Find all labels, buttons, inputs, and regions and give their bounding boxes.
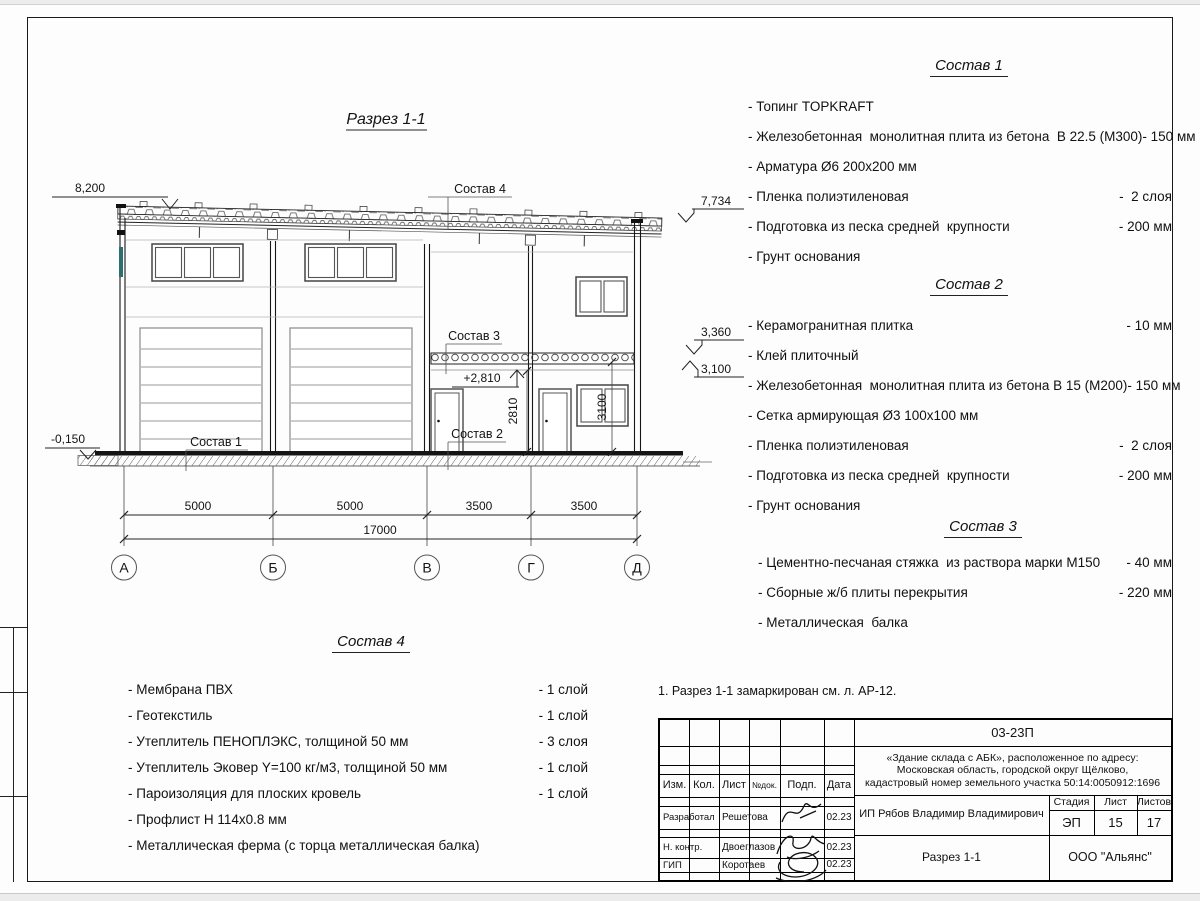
- tb-project-line3: кадастровый номер земельного участка 50:14:0050912:1696: [865, 777, 1160, 790]
- tb-stage-value: ЭП: [1049, 810, 1094, 835]
- sostav4-block: [128, 633, 588, 858]
- tb-sheets-value: 17: [1137, 810, 1171, 835]
- downpipe: [119, 247, 123, 277]
- layer-name: - Железобетонная монолитная плита из бетона В 15 (М200): [748, 378, 1127, 393]
- drawing-note: 1. Разрез 1-1 замаркирован см. л. АР-12.: [658, 684, 896, 698]
- callout-sostav3: [446, 329, 502, 374]
- layer-qty: - 150 мм: [1127, 378, 1180, 393]
- svg-text:Состав 1: Состав 1: [190, 435, 242, 449]
- layer-qty: - 200 мм: [1119, 468, 1172, 483]
- layer-name: - Пароизоляция для плоских кровель: [128, 786, 361, 801]
- layer-name: - Сетка армирующая Ø3 100х100 мм: [748, 408, 978, 423]
- svg-text:3100: 3100: [595, 393, 609, 420]
- svg-text:17000: 17000: [363, 523, 397, 537]
- elevation-slab-top: [686, 325, 744, 354]
- sectional-gate-1: [140, 328, 262, 452]
- layer-qty: - 3 слоя: [539, 734, 588, 749]
- elevation-roof-right: [678, 194, 744, 222]
- svg-text:2810: 2810: [506, 397, 520, 424]
- layer-name: - Цементно-песчаная стяжка из раствора марки М150: [758, 555, 1100, 570]
- left-strip-line-2: [0, 692, 27, 693]
- tb-name-developer: Решетова: [722, 806, 779, 829]
- svg-text:3,360: 3,360: [701, 325, 731, 339]
- layer-qty: - 2 слоя: [1119, 189, 1172, 204]
- layer-name: - Пленка полиэтиленовая: [748, 189, 909, 204]
- svg-text:-0,150: -0,150: [51, 432, 85, 446]
- layer-name: - Арматура Ø6 200х200 мм: [748, 159, 917, 174]
- svg-text:Состав 2: Состав 2: [451, 427, 503, 441]
- sostav2-title: Состав 2: [766, 276, 1172, 293]
- tb-project-line2: Московская область, городской округ Щёлково,: [897, 764, 1129, 777]
- tb-col-izm: Изм.: [660, 774, 689, 797]
- layer-item: [748, 490, 1172, 520]
- svg-text:7,734: 7,734: [701, 194, 731, 208]
- svg-text:В: В: [422, 560, 431, 576]
- signature-developer: [778, 796, 824, 830]
- tb-date-ncontrol: 02.23: [824, 837, 854, 858]
- left-strip-line-1: [0, 627, 27, 628]
- svg-text:Б: Б: [268, 560, 277, 576]
- elevation-ceiling: [452, 370, 524, 387]
- layer-name: - Утеплитель ПЕНОПЛЭКС, толщиной 50 мм: [128, 734, 408, 749]
- tb-role-ncontrol: Н. контр.: [663, 837, 720, 858]
- tb-name-gip: Коротаев: [722, 858, 779, 872]
- tb-line: [660, 797, 854, 798]
- svg-text:3,100: 3,100: [701, 362, 731, 376]
- tb-col-doc: №док.: [749, 774, 780, 797]
- layer-item: [748, 430, 1172, 460]
- sostav1-title: Состав 1: [766, 57, 1172, 74]
- layer-item: [128, 806, 588, 832]
- tb-company: ООО "Альянс": [1049, 835, 1171, 880]
- layer-qty: - 150 мм: [1142, 129, 1195, 144]
- elevation-roof-left: [52, 181, 178, 209]
- layer-item: [748, 151, 1172, 181]
- svg-text:5000: 5000: [337, 499, 364, 513]
- signature-gip: [772, 844, 830, 882]
- layer-name: - Керамогранитная плитка: [748, 318, 913, 333]
- layer-item: [748, 460, 1172, 490]
- svg-text:Г: Г: [527, 560, 535, 576]
- tb-sheet-label: Лист: [1094, 795, 1137, 810]
- layer-item: [748, 91, 1172, 121]
- layer-qty: - 200 мм: [1119, 219, 1172, 234]
- tb-date-gip: 02.23: [824, 858, 854, 872]
- layer-item: [128, 728, 588, 754]
- layer-qty: - 2 слоя: [1119, 438, 1172, 453]
- tb-line: [660, 746, 854, 747]
- tb-col-data: Дата: [824, 774, 854, 797]
- warehouse-window-1: [152, 244, 243, 281]
- svg-text:Д: Д: [632, 560, 642, 576]
- dimension-lines: [120, 466, 641, 546]
- sostav2-items: [748, 310, 1172, 520]
- layer-name: - Подготовка из песка средней крупности: [748, 219, 1010, 234]
- sostav2-block: [748, 276, 1172, 520]
- layer-qty: - 1 слой: [539, 682, 588, 697]
- left-strip-divider: [13, 627, 14, 882]
- title-block: [658, 718, 1173, 882]
- layer-name: - Грунт основания: [748, 249, 860, 264]
- elevation-slab-bottom: [682, 361, 744, 377]
- sostav3-items: [748, 547, 1172, 637]
- svg-text:3500: 3500: [466, 499, 493, 513]
- layer-item: [748, 181, 1172, 211]
- tb-col-list: Лист: [719, 774, 749, 797]
- layer-qty: - 1 слой: [539, 760, 588, 775]
- layer-item: [748, 577, 1172, 607]
- layer-qty: - 1 слой: [539, 786, 588, 801]
- layer-name: - Металлическая балка: [758, 615, 908, 630]
- layer-qty: - 220 мм: [1119, 585, 1172, 600]
- layer-item: [748, 121, 1172, 151]
- tb-client: ИП Рябов Владимир Владимирович: [854, 795, 1049, 835]
- layer-item: [128, 832, 588, 858]
- tb-sheet-value: 15: [1094, 810, 1137, 835]
- abk-door-1: [431, 389, 463, 453]
- right-parapet-cap: [631, 219, 643, 223]
- layer-item: [128, 676, 588, 702]
- layer-name: - Мембрана ПВХ: [128, 682, 233, 697]
- section-title: [346, 111, 427, 130]
- tb-sheet-title: Разрез 1-1: [854, 835, 1049, 880]
- sostav1-items: [748, 91, 1172, 271]
- svg-text:8,200: 8,200: [75, 181, 105, 195]
- layer-item: [748, 370, 1172, 400]
- layer-item: [748, 547, 1172, 577]
- layer-name: - Клей плиточный: [748, 348, 859, 363]
- axis-bubbles: [112, 555, 650, 580]
- left-beam-seat: [117, 230, 125, 235]
- svg-text:Разрез 1-1: Разрез 1-1: [346, 111, 425, 128]
- tb-col-podp: Подп.: [780, 774, 824, 797]
- tb-sheets-label: Листов: [1137, 795, 1171, 810]
- tb-project-line1: «Здание склада с АБК», расположенное по адресу:: [887, 752, 1139, 765]
- sostav3-block: [748, 518, 1172, 637]
- svg-text:Состав 3: Состав 3: [448, 329, 500, 343]
- tb-role-gip: ГИП: [663, 858, 720, 872]
- layer-name: - Железобетонная монолитная плита из бетона В 22.5 (М300): [748, 129, 1142, 144]
- tb-role-developer: Разработал: [663, 806, 720, 829]
- layer-qty: - 40 мм: [1126, 555, 1172, 570]
- layer-item: [748, 310, 1172, 340]
- sostav4-title: Состав 4: [154, 633, 588, 650]
- layer-name: - Сборные ж/б плиты перекрытия: [758, 585, 968, 600]
- tb-stage-label: Стадия: [1049, 795, 1094, 810]
- left-parapet-cap: [116, 204, 126, 208]
- layer-item: [748, 607, 1172, 637]
- layer-name: - Металлическая ферма (с торца металлическая балка): [128, 838, 480, 853]
- elevation-floor: [45, 432, 100, 459]
- layer-name: - Утеплитель Эковер Y=100 кг/м3, толщиной 50 мм: [128, 760, 447, 775]
- svg-text:А: А: [119, 560, 129, 576]
- layer-name: - Пленка полиэтиленовая: [748, 438, 909, 453]
- layer-item: [748, 211, 1172, 241]
- layer-item: [748, 400, 1172, 430]
- layer-qty: - 10 мм: [1126, 318, 1172, 333]
- sostav1-block: [748, 57, 1172, 271]
- tb-date-developer: 02.23: [824, 806, 854, 829]
- vertical-dim-2810: [506, 367, 531, 456]
- svg-text:5000: 5000: [185, 499, 212, 513]
- layer-name: - Топинг TOPKRAFT: [748, 99, 874, 114]
- sostav3-title: Состав 3: [794, 518, 1172, 535]
- hollow-core-slab: [431, 353, 634, 364]
- tb-doc-number: 03-23П: [854, 720, 1171, 746]
- building-section-drawing: [0, 0, 760, 620]
- tb-line: [660, 765, 854, 766]
- tb-project: [854, 747, 1171, 794]
- sectional-gate-2: [290, 328, 412, 452]
- left-strip-line-3: [0, 796, 27, 797]
- floor-slab: [78, 451, 712, 466]
- layer-item: [128, 780, 588, 806]
- svg-text:3500: 3500: [571, 499, 598, 513]
- abk-window-upper: [576, 277, 627, 316]
- layer-qty: - 1 слой: [539, 708, 588, 723]
- svg-text:Состав 4: Состав 4: [454, 182, 506, 196]
- sostav4-items: [128, 676, 588, 858]
- svg-text:+2,810: +2,810: [463, 371, 500, 385]
- layer-name: - Подготовка из песка средней крупности: [748, 468, 1010, 483]
- layer-item: [128, 702, 588, 728]
- layer-name: - Геотекстиль: [128, 708, 212, 723]
- tb-name-ncontrol: Двоеглазов: [722, 837, 779, 858]
- layer-item: [748, 340, 1172, 370]
- tb-col-kol: Кол.: [689, 774, 719, 797]
- layer-name: - Профлист Н 114х0.8 мм: [128, 812, 287, 827]
- layer-item: [748, 241, 1172, 271]
- abk-door-2: [539, 389, 571, 453]
- layer-item: [128, 754, 588, 780]
- layer-name: - Грунт основания: [748, 498, 860, 513]
- warehouse-window-2: [305, 244, 396, 281]
- roof-truss: [117, 201, 662, 248]
